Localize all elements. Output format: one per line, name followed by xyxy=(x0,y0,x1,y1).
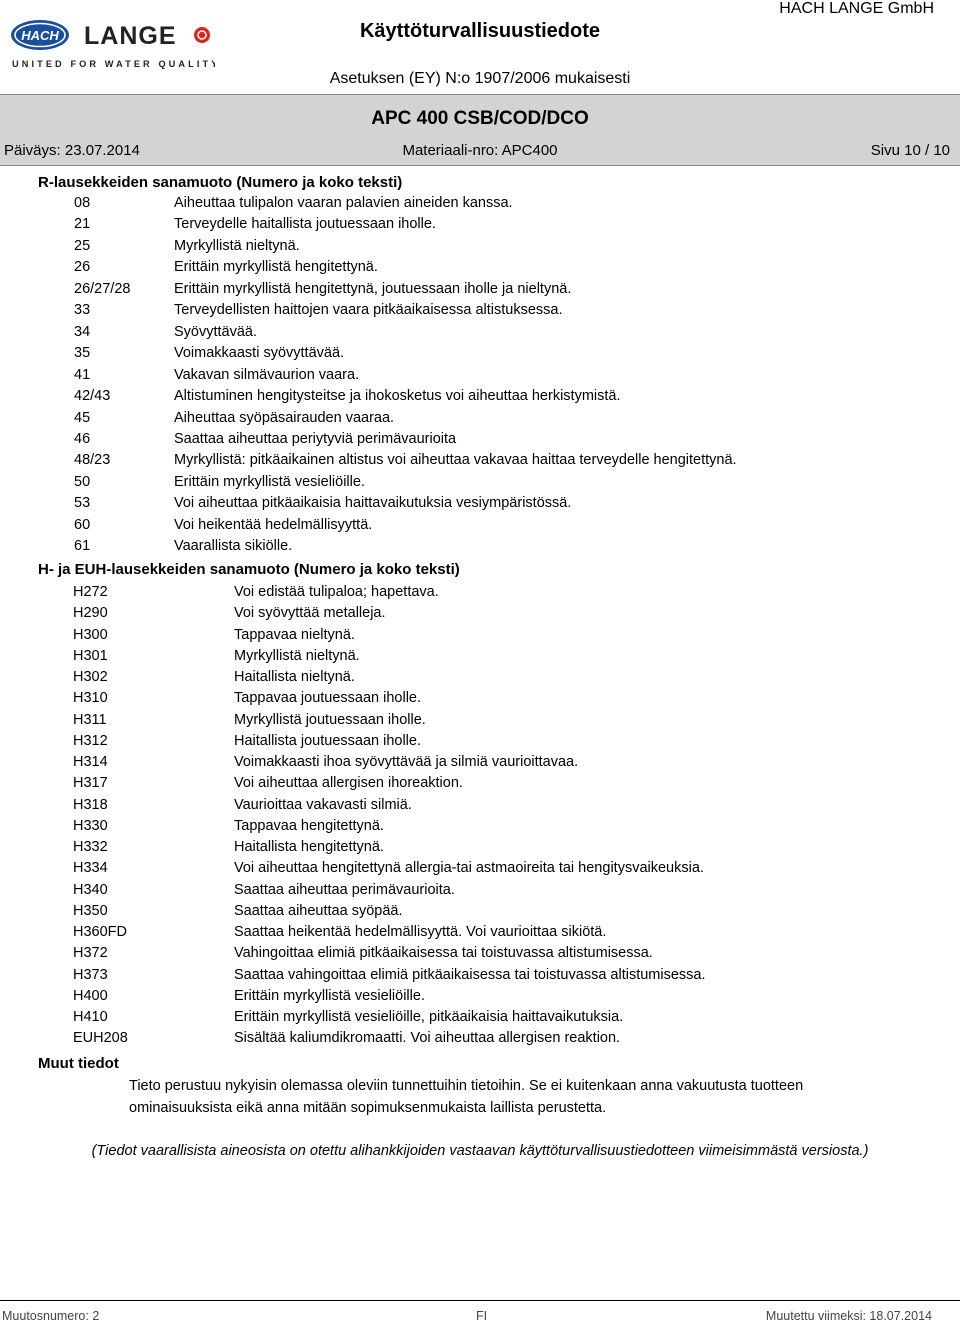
list-item xyxy=(73,690,900,708)
statement-code: 21 xyxy=(74,216,91,233)
statement-code: H312 xyxy=(73,732,108,749)
regulation-reference: Asetuksen (EY) N:o 1907/2006 mukaisesti xyxy=(329,70,631,87)
list-item xyxy=(74,410,900,428)
statement-text: Haitallista joutuessaan iholle. xyxy=(234,732,421,749)
list-item xyxy=(74,452,900,470)
statement-code: H372 xyxy=(73,945,108,962)
list-item xyxy=(73,967,900,985)
list-item xyxy=(73,860,900,878)
list-item xyxy=(74,302,900,320)
list-item xyxy=(74,216,900,234)
statement-text: Vahingoittaa elimiä pitkäaikaisessa tai toistuvassa altistumisessa. xyxy=(234,945,653,962)
statement-code: 60 xyxy=(74,516,91,533)
statement-code: H330 xyxy=(73,817,108,834)
list-item xyxy=(73,1030,900,1048)
statement-code: H302 xyxy=(73,669,108,685)
statement-code: 35 xyxy=(74,345,91,362)
statement-text: Erittäin myrkyllistä vesieliöille. xyxy=(234,987,425,1004)
list-item xyxy=(73,1009,900,1027)
statement-text: Erittäin myrkyllistä hengitettynä. xyxy=(174,259,378,276)
revision-number: Muutosnumero: 2 xyxy=(2,1309,100,1323)
list-item xyxy=(74,495,900,513)
statement-text: Vaurioittaa vakavasti silmiä. xyxy=(234,796,412,813)
list-item xyxy=(73,924,900,942)
page-number: Sivu 10 / 10 xyxy=(870,142,950,159)
statement-code: H318 xyxy=(73,796,108,813)
document-date: Päiväys: 23.07.2014 xyxy=(4,142,140,159)
statement-text: Saattaa aiheuttaa periytyviä perimävaurioita xyxy=(174,430,457,447)
statement-text: Erittäin myrkyllistä hengitettynä, joutuessaan iholle ja nieltynä. xyxy=(174,280,572,297)
statement-code: H332 xyxy=(73,839,108,855)
statement-code: 26/27/28 xyxy=(74,280,131,297)
statement-text: Voi aiheuttaa hengitettynä allergia-tai astmaoireita tai hengitysvaikeuksia. xyxy=(234,860,704,877)
last-modified: Muutettu viimeksi: 18.07.2014 xyxy=(765,1309,932,1323)
list-item xyxy=(74,517,900,535)
list-item xyxy=(74,324,900,342)
statement-text: Myrkyllistä nieltynä. xyxy=(174,237,300,254)
statement-code: H272 xyxy=(73,584,108,600)
list-item xyxy=(74,238,900,256)
statement-code: 25 xyxy=(74,237,91,254)
statement-code: H310 xyxy=(73,690,108,707)
statement-text: Terveydellisten haittojen vaara pitkäaikaisessa altistuksessa. xyxy=(174,302,563,319)
statement-text: Myrkyllistä nieltynä. xyxy=(234,647,360,664)
list-item xyxy=(73,648,900,666)
statement-text: Aiheuttaa tulipalon vaaran palavien aineiden kanssa. xyxy=(174,195,513,211)
statement-text: Myrkyllistä: pitkäaikainen altistus voi aiheuttaa vakavaa haittaa terveydelle hengitettynä. xyxy=(174,452,737,469)
language-code: FI xyxy=(476,1309,488,1323)
statement-text: Terveydelle haitallista joutuessaan iholle. xyxy=(174,216,436,233)
statement-code: 34 xyxy=(74,323,91,340)
statement-text: Saattaa heikentää hedelmällisyyttä. Voi vaurioittaa sikiötä. xyxy=(234,924,607,940)
list-item xyxy=(74,474,900,492)
statement-code: H340 xyxy=(73,881,108,898)
statement-code: 45 xyxy=(74,409,91,426)
statement-code: 41 xyxy=(74,366,91,383)
list-item xyxy=(73,627,900,645)
statement-text: Erittäin myrkyllistä vesieliöille, pitkäaikaisia haittavaikutuksia. xyxy=(234,1009,624,1025)
statement-text: Voi syövyttää metalleja. xyxy=(234,605,386,622)
statement-code: 61 xyxy=(74,538,91,555)
list-item xyxy=(73,605,900,623)
statement-code: H400 xyxy=(73,987,108,1004)
statement-text: Tappavaa nieltynä. xyxy=(234,626,355,643)
statement-code: 50 xyxy=(74,473,91,490)
statement-text: Vaarallista sikiölle. xyxy=(174,538,293,555)
statement-code: H317 xyxy=(73,775,108,792)
list-item xyxy=(74,431,900,449)
statement-text: Vakavan silmävaurion vaara. xyxy=(174,366,360,383)
product-name: APC 400 CSB/COD/DCO xyxy=(371,108,589,129)
statement-code: 26 xyxy=(74,259,91,276)
list-item xyxy=(73,903,900,921)
statement-text: Haitallista hengitettynä. xyxy=(234,839,384,855)
h-section-title: H- ja EUH-lausekkeiden sanamuoto (Numero ja koko teksti) xyxy=(38,561,460,578)
statement-text: Voi heikentää hedelmällisyyttä. xyxy=(174,516,373,533)
statement-code: H290 xyxy=(73,605,108,622)
statement-text: Saattaa aiheuttaa syöpää. xyxy=(234,902,403,919)
statement-text: Haitallista nieltynä. xyxy=(234,669,355,685)
list-item xyxy=(74,388,900,406)
statement-text: Tappavaa joutuessaan iholle. xyxy=(234,690,422,707)
statement-text: Aiheuttaa syöpäsairauden vaaraa. xyxy=(174,409,395,426)
statement-text: Saattaa vahingoittaa elimiä pitkäaikaisessa tai toistuvassa altistumisessa. xyxy=(234,966,706,983)
list-item xyxy=(74,259,900,277)
list-item xyxy=(73,882,900,900)
company-name: HACH LANGE GmbH xyxy=(779,0,934,17)
statement-code: H360FD xyxy=(73,924,127,940)
statement-text: Voi edistää tulipaloa; hapettava. xyxy=(234,584,439,600)
statement-text: Erittäin myrkyllistä vesieliöille. xyxy=(174,473,365,490)
list-item xyxy=(74,195,900,213)
statement-code: 33 xyxy=(74,302,91,319)
other-info-title: Muut tiedot xyxy=(38,1055,119,1072)
list-item xyxy=(73,712,900,730)
list-item xyxy=(73,775,900,793)
statement-text: Voi aiheuttaa allergisen ihoreaktion. xyxy=(234,775,463,792)
statement-code: EUH208 xyxy=(73,1030,128,1047)
statement-code: H300 xyxy=(73,626,108,643)
disclaimer-note: (Tiedot vaarallisista aineosista on otettu alihankkijoiden vastaavan käyttöturvallisuustiedotteen viimeisimmästä versiosta.) xyxy=(91,1143,869,1159)
statement-code: 46 xyxy=(74,430,91,447)
statement-text: Myrkyllistä joutuessaan iholle. xyxy=(234,711,426,728)
list-item xyxy=(73,988,900,1006)
statement-code: 08 xyxy=(74,195,91,211)
statement-text: Tappavaa hengitettynä. xyxy=(234,817,384,834)
statement-code: H410 xyxy=(73,1009,108,1025)
r-section-title: R-lausekkeiden sanamuoto (Numero ja koko teksti) xyxy=(38,174,403,191)
statement-code: 42/43 xyxy=(74,388,111,405)
list-item xyxy=(73,669,900,687)
statement-code: H334 xyxy=(73,860,108,877)
list-item xyxy=(73,733,900,751)
other-info-text: Tieto perustuu nykyisin olemassa oleviin tunnettuihin tietoihin. Se ei kuitenkaan anna vakuutusta tuotteen ominaisuuksista eikä anna mitään sopimuksenmukaista laillista perustetta. xyxy=(129,1078,804,1116)
logo-tagline: UNITED FOR WATER QUALITY xyxy=(12,59,215,69)
list-item xyxy=(74,367,900,385)
statement-text: Syövyttävää. xyxy=(174,323,258,340)
list-item xyxy=(73,584,900,602)
statement-code: H350 xyxy=(73,902,108,919)
statement-code: 53 xyxy=(74,495,91,512)
statement-text: Altistuminen hengitysteitse ja ihokosketus voi aiheuttaa herkistymistä. xyxy=(174,388,621,405)
list-item xyxy=(73,797,900,815)
hach-badge-text: HACH xyxy=(21,28,59,43)
statement-text: Voimakkaasti syövyttävää. xyxy=(174,345,345,362)
statement-text: Sisältää kaliumdikromaatti. Voi aiheuttaa allergisen reaktion. xyxy=(234,1030,621,1047)
statement-code: H314 xyxy=(73,754,108,770)
list-item xyxy=(74,345,900,363)
document-title: Käyttöturvallisuustiedote xyxy=(359,20,601,42)
list-item xyxy=(73,754,900,772)
list-item xyxy=(73,945,900,963)
statement-code: H311 xyxy=(73,711,107,728)
statement-code: 48/23 xyxy=(74,452,111,469)
list-item xyxy=(74,281,900,299)
lange-wordmark: LANGE xyxy=(84,22,177,50)
statement-text: Saattaa aiheuttaa perimävaurioita. xyxy=(234,881,455,898)
statement-text: Voi aiheuttaa pitkäaikaisia haittavaikutuksia vesiympäristössä. xyxy=(174,495,572,512)
list-item xyxy=(73,818,900,836)
list-item xyxy=(73,839,900,857)
statement-code: H301 xyxy=(73,647,108,664)
footer-divider xyxy=(0,1300,960,1301)
statement-text: Voimakkaasti ihoa syövyttävää ja silmiä vaurioittavaa. xyxy=(234,754,579,770)
list-item xyxy=(74,538,900,556)
material-number: Materiaali-nro: APC400 xyxy=(402,142,558,159)
statement-code: H373 xyxy=(73,966,108,983)
